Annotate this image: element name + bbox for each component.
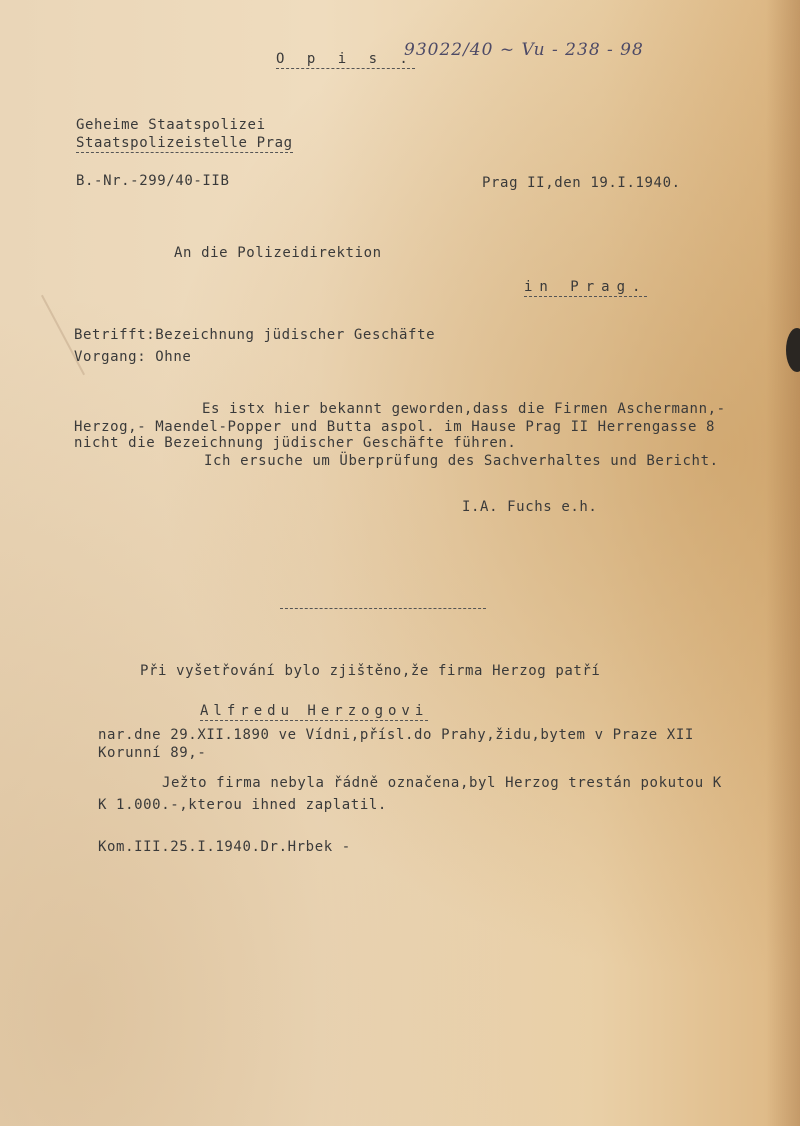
czech-footer: Kom.III.25.I.1940.Dr.Hrbek - [98, 839, 351, 855]
opis-heading: O p i s . [276, 51, 415, 67]
separator-line [280, 608, 486, 609]
sender-line-1: Geheime Staatspolizei [76, 117, 266, 133]
czech-line-1: Při vyšetřování bylo zjištěno,že firma Herzog patří [140, 663, 601, 679]
subject-line: Betrifft:Bezeichnung jüdischer Geschäfte [74, 327, 436, 343]
body-line-4: Ich ersuche um Überprüfung des Sachverhaltes und Bericht. [204, 453, 719, 469]
body-line-3: nicht die Bezeichnung jüdischer Geschäfte führen. [74, 435, 517, 451]
date-line: Prag II,den 19.I.1940. [482, 175, 681, 191]
paper-edge-shade [766, 0, 800, 1126]
czech-line-2: nar.dne 29.XII.1890 ve Vídni,přísl.do Prahy,židu,bytem v Praze XII [98, 727, 694, 743]
signature-line: I.A. Fuchs e.h. [462, 499, 598, 515]
body-line-1: Es istx hier bekannt geworden,dass die Firmen Aschermann,- [202, 401, 726, 417]
czech-line-5: K 1.000.-,kterou ihned zaplatil. [98, 797, 387, 813]
sender-line-2: Staatspolizeistelle Prag [76, 135, 293, 151]
czech-line-4: Ježto firma nebyla řádně označena,byl Herzog trestán pokutou K [162, 775, 722, 791]
addressee-line-1: An die Polizeidirektion [174, 245, 382, 261]
body-line-2: Herzog,- Maendel-Popper und Butta aspol. im Hause Prag II Herrengasse 8 [74, 419, 716, 435]
addressee-line-2: in Prag. [524, 279, 648, 295]
czech-line-3: Korunní 89,- [98, 745, 207, 761]
procedure-line: Vorgang: Ohne [74, 349, 192, 365]
handwritten-reference: 93022/40 ~ Vu - 238 - 98 [404, 40, 644, 60]
czech-name: Alfredu Herzogovi [200, 703, 429, 719]
reference-number: B.-Nr.-299/40-IIB [76, 173, 230, 189]
